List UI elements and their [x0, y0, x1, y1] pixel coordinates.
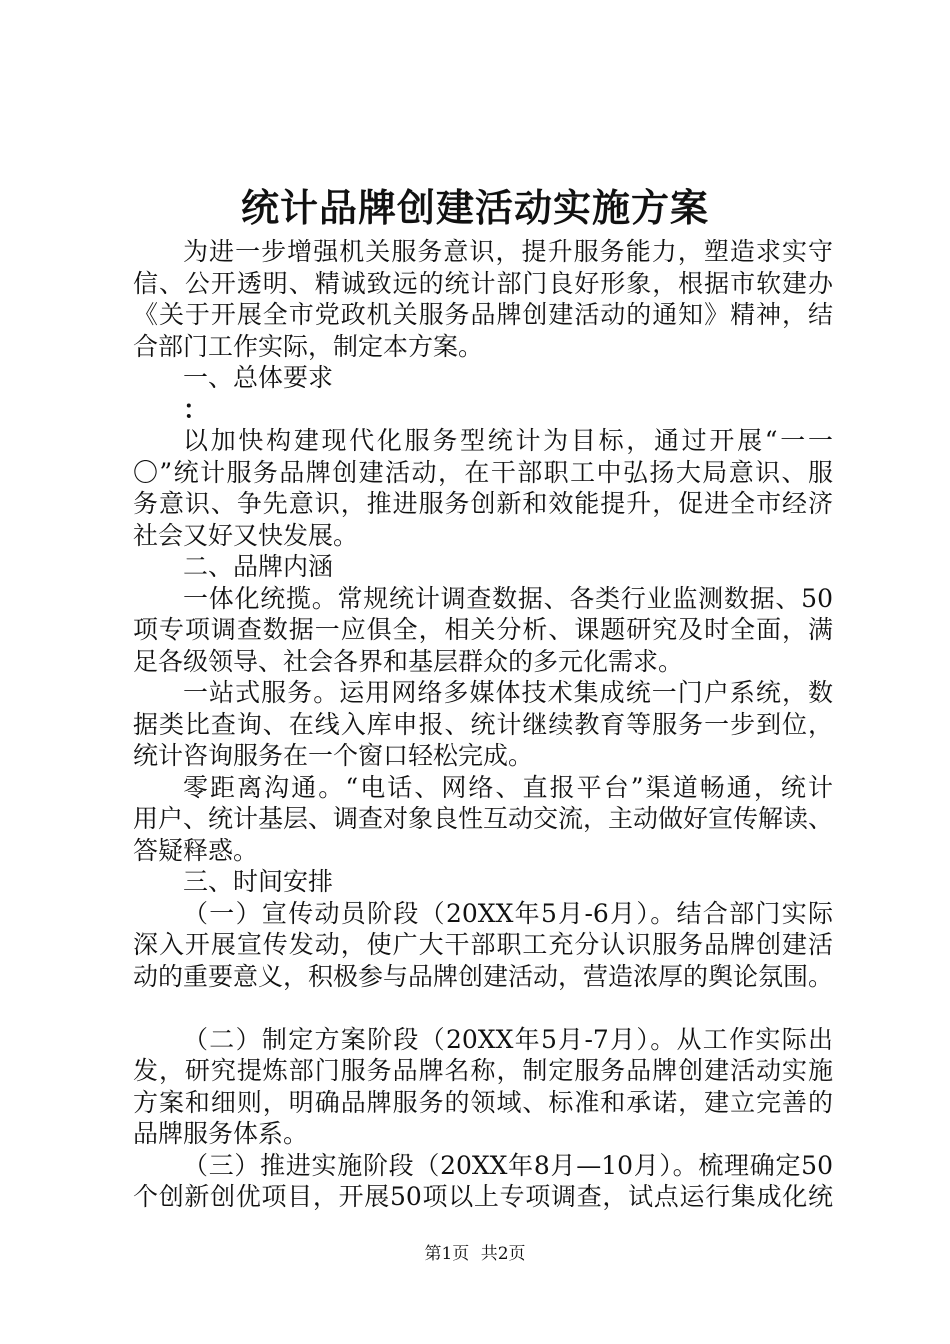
section-heading: 一、总体要求	[183, 363, 334, 392]
body-line: 个创新创优项目，开展50项以上专项调查，试点运行集成化统	[133, 1182, 833, 1211]
body-line: 《关于开展全市党政机关服务品牌创建活动的通知》精神，结	[133, 300, 833, 329]
body-line: （一）宣传动员阶段（20XX年5月-6月）。结合部门实际	[183, 898, 833, 928]
body-line: 为进一步增强机关服务意识，提升服务能力，塑造求实守	[183, 237, 833, 266]
body-line: 合部门工作实际，制定本方案。	[133, 331, 484, 361]
document-title: 统计品牌创建活动实施方案	[240, 185, 709, 230]
body-line: 零距离沟通。“电话、网络、直报平台”渠道畅通，统计	[183, 772, 833, 802]
body-line: 务意识、争先意识，推进服务创新和效能提升，促进全市经济	[133, 489, 833, 518]
body-line: 用户、统计基层、调查对象良性互动交流，主动做好宣传解读、	[133, 804, 834, 833]
body-line: 深入开展宣传发动，使广大干部职工充分认识服务品牌创建活	[133, 930, 833, 959]
section-heading: 二、品牌内涵	[183, 552, 334, 581]
body-line: 动的重要意义，积极参与品牌创建活动，营造浓厚的舆论氛围。	[133, 961, 834, 991]
body-line: 信、公开透明、精诚致远的统计部门良好形象，根据市软建办	[133, 268, 833, 298]
body-line: 方案和细则，明确品牌服务的领域、标准和承诺，建立完善的	[133, 1087, 833, 1117]
body-line: （三）推进实施阶段（20XX年8月—10月）。梳理确定50	[183, 1150, 833, 1180]
body-line: 品牌服务体系。	[133, 1119, 309, 1148]
body-line: 一站式服务。运用网络多媒体技术集成统一门户系统，数	[183, 678, 833, 707]
body-line: 社会又好又快发展。	[133, 520, 359, 550]
body-line: 〇”统计服务品牌创建活动，在干部职工中弘扬大局意识、服	[133, 457, 833, 487]
body-line: 统计咨询服务在一个窗口轻松完成。	[133, 741, 534, 770]
blank-line	[133, 992, 833, 1024]
body-line: 足各级领导、社会各界和基层群众的多元化需求。	[133, 646, 684, 676]
page-footer	[0, 1242, 950, 1266]
page-number-total: 共2页	[480, 1244, 526, 1264]
page-number-current: 第1页	[424, 1244, 470, 1264]
body-line: 一体化统揽。常规统计调查数据、各类行业监测数据、50	[183, 583, 833, 613]
section-heading: 三、时间安排	[183, 867, 334, 896]
body-line: 答疑释惑。	[133, 835, 259, 865]
body-line: （二）制定方案阶段（20XX年5月-7月）。从工作实际出	[183, 1024, 833, 1054]
body-line: ：	[183, 394, 209, 424]
body-line: 以加快构建现代化服务型统计为目标，通过开展“一一	[183, 426, 833, 455]
document-body	[133, 236, 833, 1213]
body-line: 项专项调查数据一应俱全，相关分析、课题研究及时全面，满	[133, 615, 833, 644]
body-line: 发，研究提炼部门服务品牌名称，制定服务品牌创建活动实施	[133, 1056, 833, 1085]
body-line: 据类比查询、在线入库申报、统计继续教育等服务一步到位，	[133, 709, 833, 739]
